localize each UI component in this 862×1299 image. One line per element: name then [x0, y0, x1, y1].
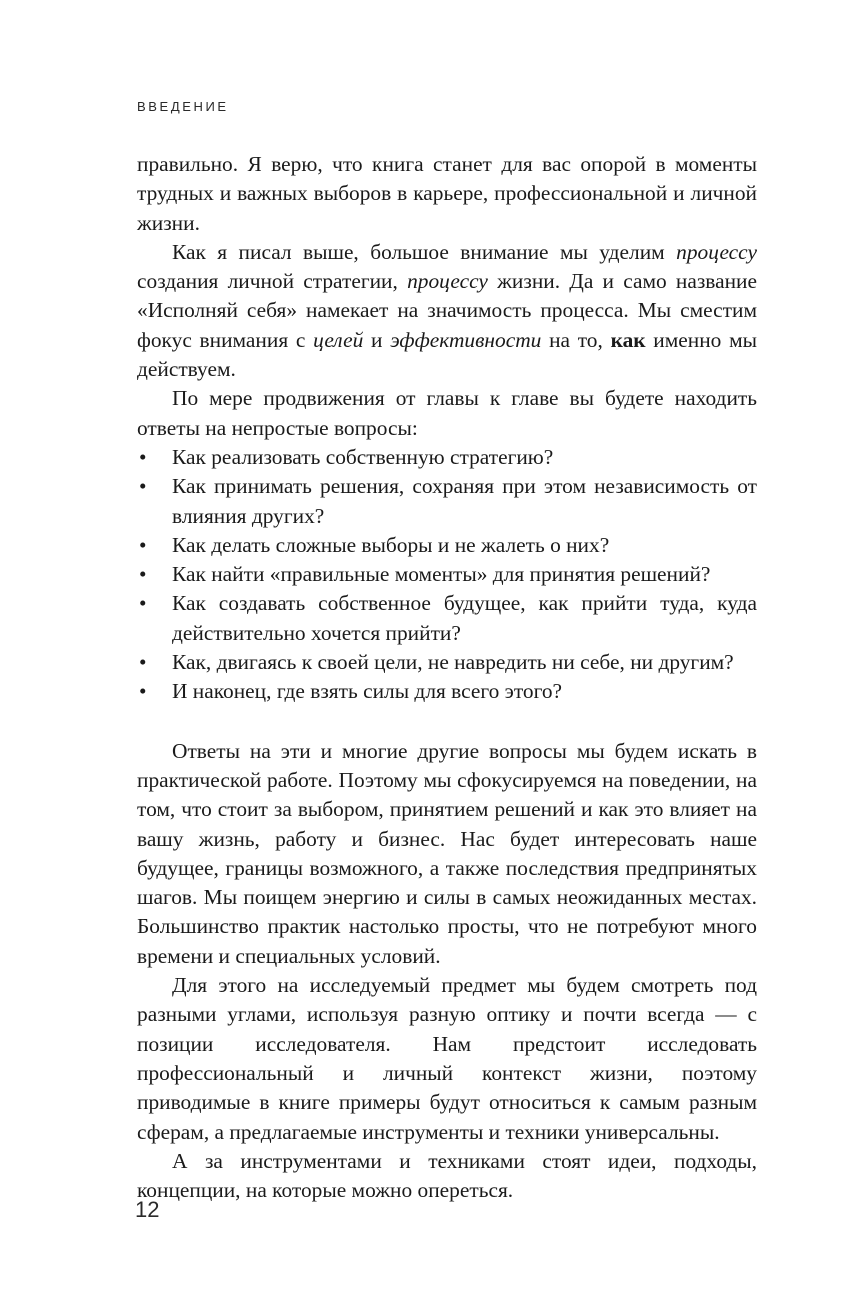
- emphasis-goals: целей: [313, 327, 364, 352]
- paragraph-2-text: и: [363, 327, 391, 352]
- list-item-text: И наконец, где взять силы для всего этого?: [172, 679, 563, 704]
- bullet-icon: •: [139, 591, 147, 616]
- running-head: ВВЕДЕНИЕ: [137, 99, 229, 114]
- list-item: [137, 472, 757, 531]
- emphasis-efficiency: эффективности: [390, 327, 542, 352]
- list-item: [137, 443, 757, 472]
- paragraph-2-text: на то,: [541, 327, 611, 352]
- paragraph-3: По мере продвижения от главы к главе вы будете находить ответы на непростые вопросы:: [137, 386, 757, 440]
- emphasis-process-1: процессу: [676, 239, 757, 264]
- bullet-icon: •: [139, 474, 147, 499]
- bullet-icon: •: [139, 679, 147, 704]
- list-item: [137, 531, 757, 560]
- bullet-icon: •: [139, 562, 147, 587]
- page-number: 12: [135, 1197, 160, 1222]
- emphasis-how: как: [610, 327, 646, 352]
- list-item-text: Как, двигаясь к своей цели, не навредить ни себе, ни другим?: [172, 650, 734, 675]
- bullet-icon: •: [139, 650, 147, 675]
- list-item-text: Как реализовать собственную стратегию?: [172, 444, 554, 469]
- paragraph-2-text: Как я писал выше, большое внимание мы уделим: [172, 239, 677, 264]
- bullet-icon: •: [139, 444, 147, 469]
- list-item: [137, 589, 757, 648]
- paragraph-2: [137, 238, 757, 384]
- questions-list: [137, 443, 757, 707]
- paragraph-2-text: создания личной стратегии,: [137, 269, 408, 294]
- emphasis-process-2: процессу: [407, 269, 488, 294]
- list-item-text: Как создавать собственное будущее, как прийти туда, куда действительно хочется прийти?: [172, 591, 757, 645]
- paragraph-2-text: жизни. Да и само название «Исполняй себя» намекает на значимость процесса. Мы сместим фокус внимания с: [137, 269, 757, 352]
- bullet-icon: •: [139, 532, 147, 557]
- list-item-text: Как найти «правильные моменты» для принятия решений?: [172, 562, 711, 587]
- list-item: [137, 560, 757, 589]
- list-item-text: Как делать сложные выборы и не жалеть о них?: [172, 532, 610, 557]
- list-item: [137, 648, 757, 677]
- list-item-text: Как принимать решения, сохраняя при этом независимость от влияния других?: [172, 474, 757, 528]
- body-text: [137, 150, 757, 1205]
- paragraph-2-text: именно мы действуем.: [137, 327, 758, 382]
- paragraph-5: Для этого на исследуемый предмет мы будем смотреть под разными углами, используя разную оптику и почти всегда — с позиции исследователя. Нам предстоит исследовать профессиональный и личный контекст жизни, поэтому приводимые в книге примеры будут относиться к самым разным сферам, а предлагаемые инструменты и техники универсальны.: [137, 973, 757, 1144]
- list-item: [137, 677, 757, 706]
- paragraph-4: Ответы на эти и многие другие вопросы мы будем искать в практической работе. Поэтому мы сфокусируемся на поведении, на том, что стоит за выбором, принятием решений и как это влияет на вашу жизнь, работу и бизнес. Нас будет интересовать наше будущее, границы возможного, а также последствия предпринятых шагов. Мы поищем энергию и силы в самых неожиданных местах. Большинство практик настолько просты, что не потребуют много времени и специальных условий.: [137, 738, 757, 968]
- paragraph-1: правильно. Я верю, что книга станет для вас опорой в моменты трудных и важных выборов в карьере, профессиональной и личной жизни.: [137, 152, 757, 235]
- paragraph-6: А за инструментами и техниками стоят идеи, подходы, концепции, на которые можно опереться.: [137, 1148, 757, 1203]
